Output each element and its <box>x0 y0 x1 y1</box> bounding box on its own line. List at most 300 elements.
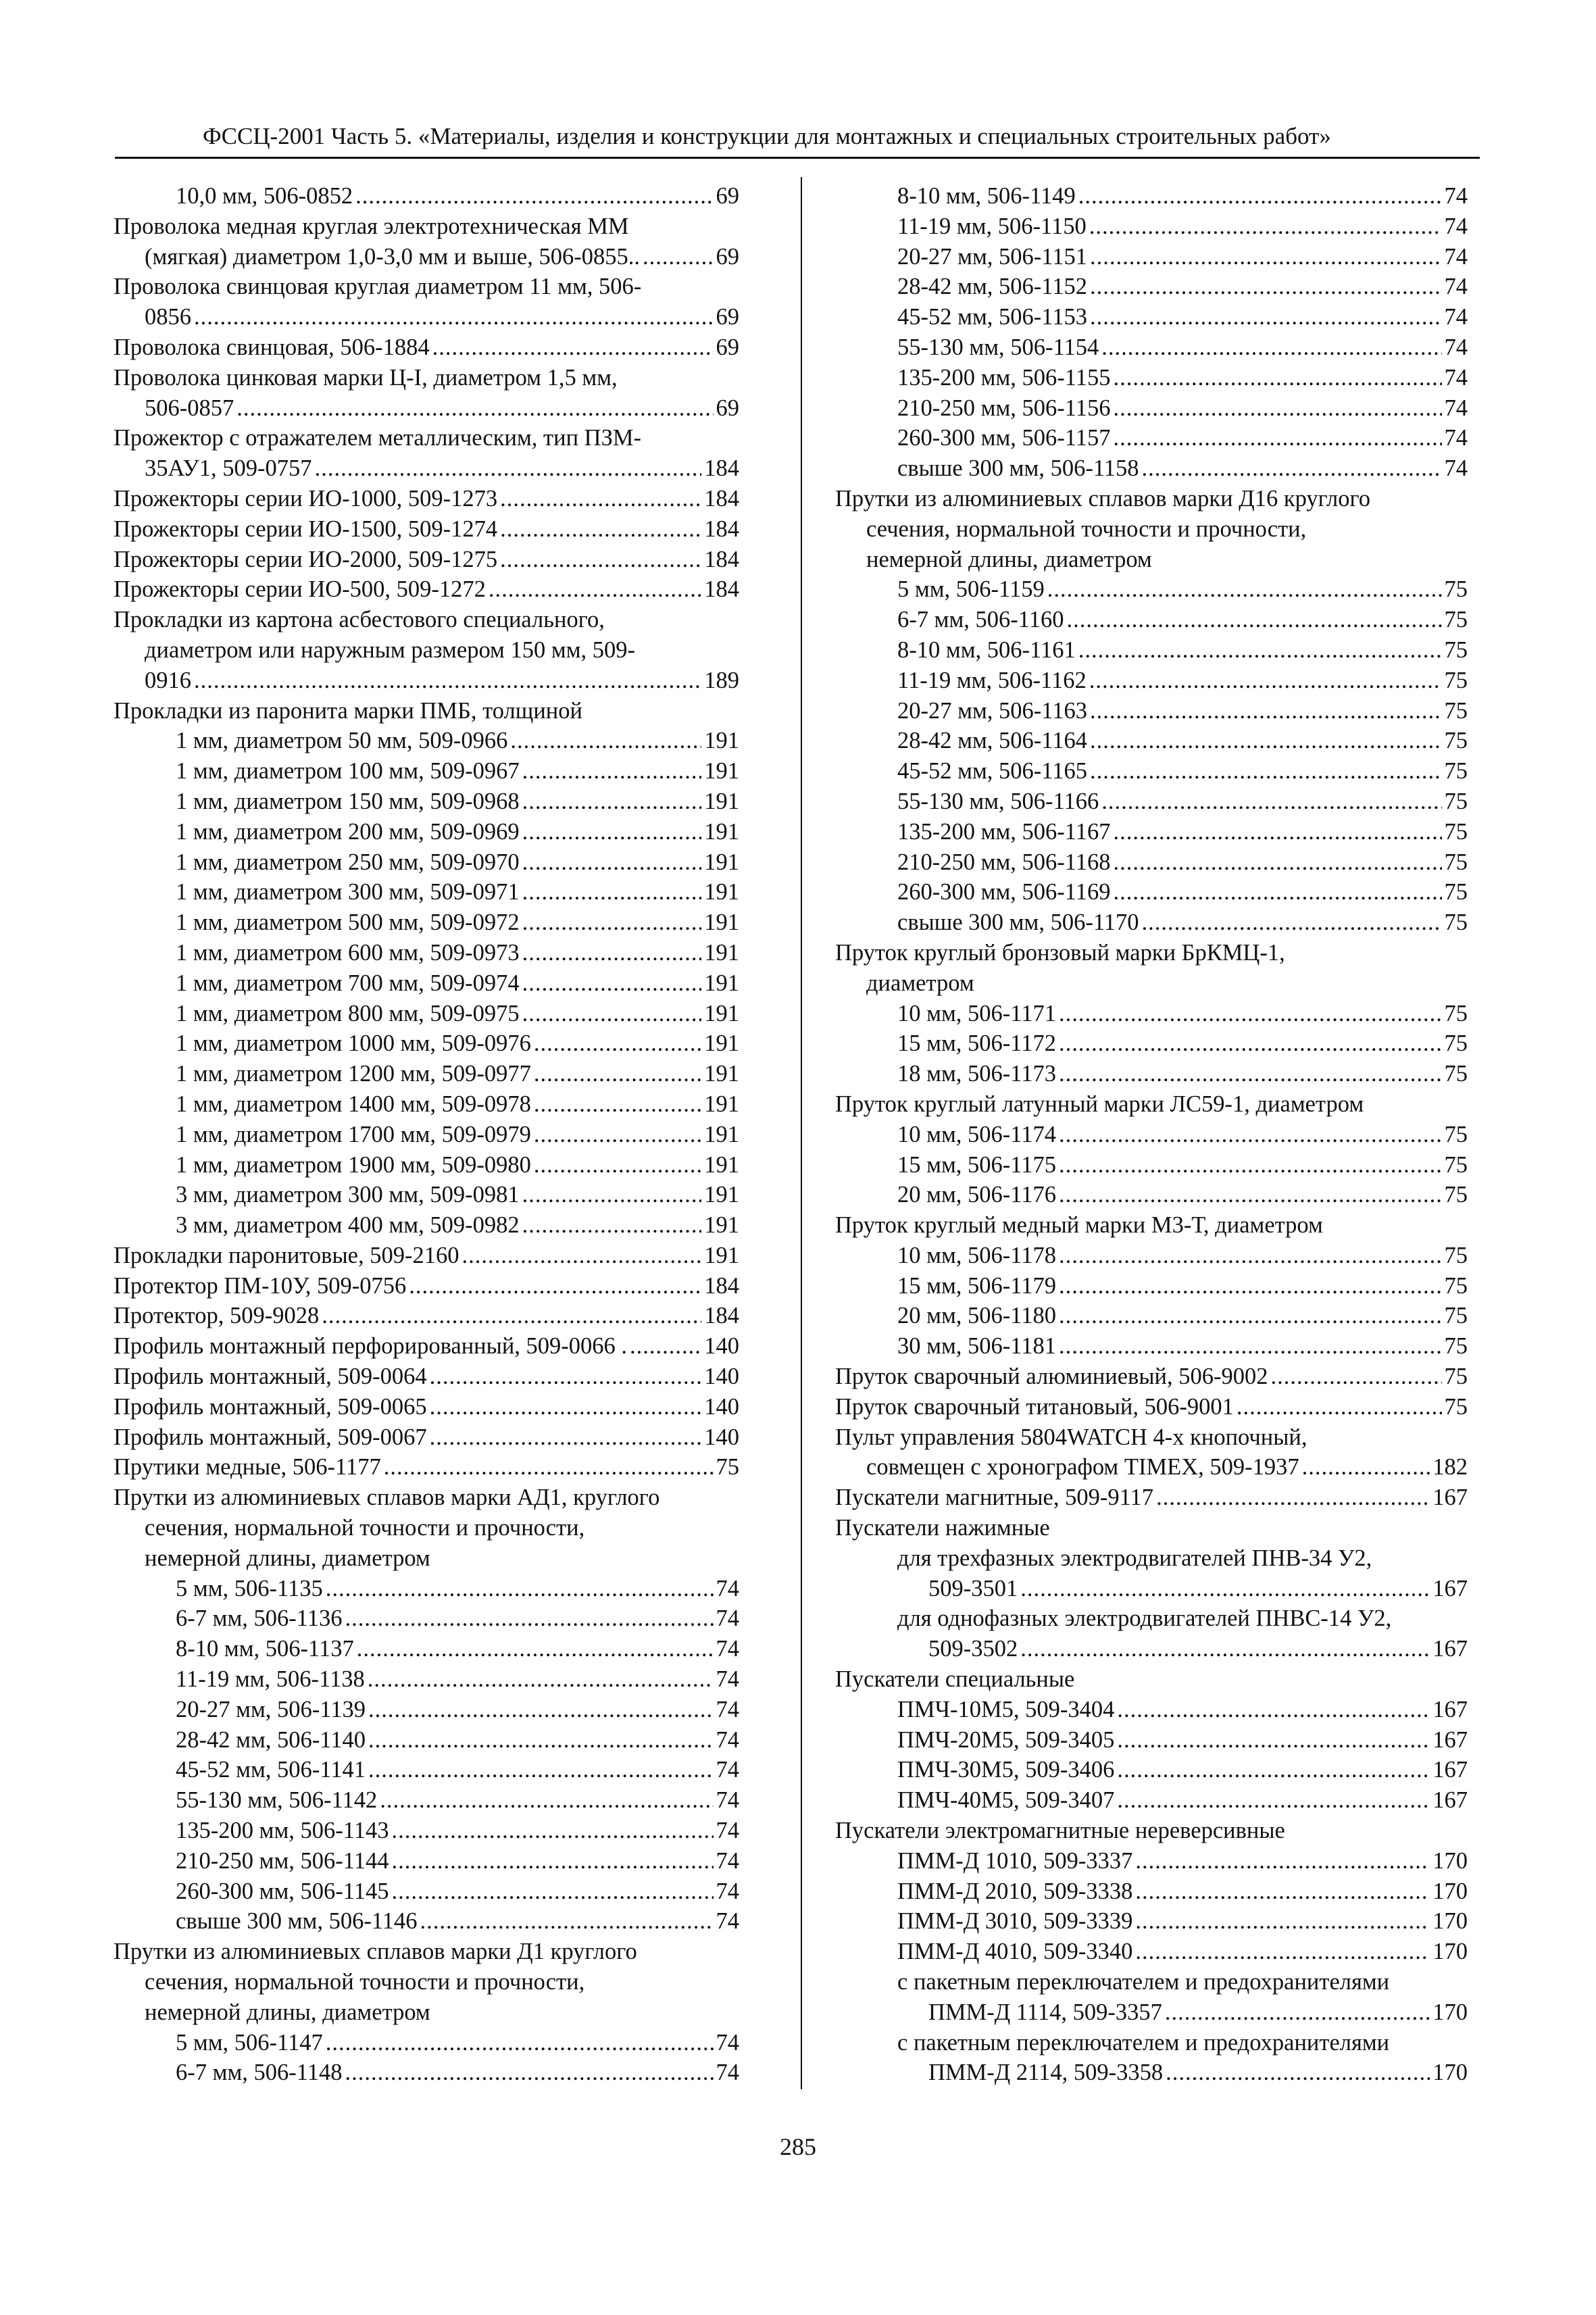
dot-leader <box>1059 1271 1442 1301</box>
entry-page-number: 75 <box>1444 1000 1468 1026</box>
entry-page-number: 191 <box>704 1151 739 1178</box>
index-entry <box>114 1028 739 1059</box>
header-rule <box>115 157 1480 159</box>
index-entry <box>114 1422 739 1453</box>
index-entry <box>835 1180 1468 1210</box>
index-entry <box>835 666 1468 696</box>
index-entry <box>114 1906 739 1937</box>
entry-text: 1 мм, диаметром 300 мм, 509-0971 <box>176 879 520 905</box>
dot-leader <box>430 1422 702 1453</box>
entry-text: Профиль монтажный, 509-0067 <box>114 1424 427 1450</box>
index-entry <box>114 787 739 817</box>
dot-leader <box>500 545 701 575</box>
entry-text: 1 мм, диаметром 150 мм, 509-0968 <box>176 788 520 814</box>
entry-page-number: 75 <box>1444 1121 1468 1147</box>
dot-leader <box>1135 1906 1430 1937</box>
entry-page-number: 74 <box>716 2060 739 2086</box>
index-entry <box>835 272 1468 302</box>
dot-leader <box>1117 1755 1430 1785</box>
entry-text: Прожекторы серии ИО-2000, 509-1275 <box>114 546 498 572</box>
dot-leader <box>1059 1180 1442 1210</box>
entry-text: ПМЧ-30М5, 509-3406 <box>897 1757 1115 1783</box>
index-heading: Пульт управления 5804WATCH 4-х кнопочный, <box>835 1424 1307 1450</box>
index-entry <box>835 1876 1468 1907</box>
entry-text: 20 мм, 506-1176 <box>897 1182 1056 1208</box>
index-entry <box>114 1846 739 1876</box>
entry-text: 15 мм, 506-1179 <box>897 1272 1056 1299</box>
dot-leader <box>522 756 702 787</box>
entry-page-number: 69 <box>716 243 739 270</box>
index-entry <box>835 1725 1468 1756</box>
index-entry <box>835 1695 1468 1725</box>
entry-page-number: 75 <box>1444 1061 1468 1087</box>
index-entry <box>835 1755 1468 1785</box>
dot-leader <box>522 968 702 999</box>
entry-page-number: 69 <box>716 183 739 209</box>
dot-leader <box>630 1331 701 1362</box>
entry-page-number: 184 <box>704 455 739 482</box>
entry-page-number: 191 <box>704 1182 739 1208</box>
entry-page-number: 191 <box>704 1030 739 1057</box>
index-entry <box>114 817 739 847</box>
index-heading: Пруток круглый латунный марки ЛС59-1, диаметром <box>835 1091 1364 1117</box>
index-entry <box>114 1180 739 1210</box>
entry-page-number: 191 <box>704 1121 739 1147</box>
dot-leader <box>1101 332 1441 363</box>
entry-page-number: 69 <box>716 395 739 421</box>
entry-text: Протектор, 509-9028 <box>114 1303 320 1329</box>
dot-leader <box>534 1150 701 1180</box>
index-entry <box>835 756 1468 787</box>
index-entry <box>835 696 1468 726</box>
dot-leader <box>236 393 713 424</box>
index-entry <box>114 666 739 696</box>
entry-text: свыше 300 мм, 506-1170 <box>897 910 1139 936</box>
dot-leader <box>368 1725 714 1756</box>
dot-leader <box>1067 605 1442 635</box>
index-entry <box>114 756 739 787</box>
index-entry <box>114 514 739 545</box>
index-heading: Прожектор с отражателем металлическим, тип ПЗМ- <box>114 425 642 451</box>
index-entry <box>114 1392 739 1422</box>
index-heading: Пускатели специальные <box>835 1666 1075 1693</box>
index-entry <box>835 1846 1468 1876</box>
entry-page-number: 170 <box>1432 1878 1468 1904</box>
entry-page-number: 74 <box>716 1847 739 1874</box>
dot-leader <box>500 484 701 514</box>
entry-text: Прожекторы серии ИО-1500, 509-1274 <box>114 516 498 542</box>
dot-leader <box>1166 2058 1430 2088</box>
entry-page-number: 75 <box>1444 1151 1468 1178</box>
index-entry <box>835 907 1468 938</box>
index-heading: Пускатели нажимные <box>835 1515 1050 1541</box>
dot-leader <box>355 181 713 211</box>
index-entry <box>114 1150 739 1180</box>
entry-text: 18 мм, 506-1173 <box>897 1061 1056 1087</box>
index-heading: диаметром или наружным размером 150 мм, 509- <box>145 637 636 663</box>
entry-text: Пускатели магнитные, 509-9117 <box>835 1485 1154 1511</box>
index-entry <box>114 726 739 756</box>
entry-text: ПМЧ-10М5, 509-3404 <box>897 1696 1115 1722</box>
index-entry <box>835 847 1468 878</box>
entry-text: 1 мм, диаметром 800 мм, 509-0975 <box>176 1000 520 1026</box>
dot-leader <box>1114 847 1442 878</box>
index-heading: немерной длины, диаметром <box>145 1999 430 2025</box>
entry-page-number: 75 <box>1444 1333 1468 1360</box>
index-heading: Прутки из алюминиевых сплавов марки Д16 круглого <box>835 485 1371 512</box>
entry-text: 11-19 мм, 506-1162 <box>897 667 1087 693</box>
dot-leader <box>1117 1725 1430 1756</box>
column-divider <box>801 177 802 2089</box>
entry-page-number: 140 <box>704 1333 739 1360</box>
entry-text: 20-27 мм, 506-1151 <box>897 243 1087 270</box>
entry-page-number: 74 <box>716 1878 739 1904</box>
dot-leader <box>1059 999 1442 1029</box>
index-entry <box>835 574 1468 605</box>
entry-page-number: 191 <box>704 818 739 845</box>
entry-page-number: 74 <box>716 1575 739 1601</box>
entry-page-number: 74 <box>1444 183 1468 209</box>
index-entry <box>114 1755 739 1785</box>
index-heading: немерной длины, диаметром <box>145 1545 430 1571</box>
entry-page-number: 75 <box>1444 849 1468 875</box>
entry-text: Профиль монтажный перфорированный, 509-0066 . <box>114 1333 628 1360</box>
entry-page-number: 191 <box>704 1242 739 1268</box>
index-heading: сечения, нормальной точности и прочности, <box>866 516 1307 542</box>
entry-text: свыше 300 мм, 506-1146 <box>176 1908 418 1935</box>
entry-page-number: 75 <box>1444 910 1468 936</box>
index-entry <box>114 1452 739 1483</box>
index-heading: немерной длины, диаметром <box>866 546 1152 572</box>
index-entry <box>114 1695 739 1725</box>
index-entry <box>835 242 1468 272</box>
index-entry <box>835 181 1468 211</box>
dot-leader <box>357 1634 714 1664</box>
index-entry <box>835 1331 1468 1362</box>
entry-text: 3 мм, диаметром 300 мм, 509-0981 <box>176 1182 520 1208</box>
entry-text: 135-200 мм, 506-1155 <box>897 364 1111 391</box>
entry-text: 10 мм, 506-1171 <box>897 1000 1056 1026</box>
dot-leader <box>1090 272 1442 302</box>
dot-leader <box>1142 907 1442 938</box>
entry-text: 260-300 мм, 506-1169 <box>897 879 1111 905</box>
index-entry <box>835 1362 1468 1392</box>
dot-leader <box>1114 423 1442 453</box>
index-entry <box>835 1028 1468 1059</box>
entry-page-number: 191 <box>704 788 739 814</box>
dot-leader <box>1165 1997 1430 2028</box>
index-entry <box>835 1574 1468 1604</box>
index-entry <box>114 1331 739 1362</box>
index-heading: для трехфазных электродвигателей ПНВ-34 У2, <box>897 1545 1372 1571</box>
entry-text: 509-3502 <box>928 1636 1018 1662</box>
index-entry <box>835 1997 1468 2028</box>
entry-text: 1 мм, диаметром 1000 мм, 509-0976 <box>176 1030 531 1057</box>
entry-text: 8-10 мм, 506-1149 <box>897 183 1076 209</box>
entry-page-number: 75 <box>1444 1364 1468 1390</box>
entry-page-number: 167 <box>1432 1636 1468 1662</box>
entry-text: 20 мм, 506-1180 <box>897 1303 1056 1329</box>
entry-page-number: 74 <box>716 1605 739 1632</box>
index-entry <box>835 877 1468 907</box>
index-entry <box>114 1664 739 1695</box>
index-heading: Пруток круглый бронзовый марки БрКМЦ-1, <box>835 939 1285 966</box>
index-entry <box>114 545 739 575</box>
index-heading: Пускатели электромагнитные нереверсивные <box>835 1818 1285 1844</box>
dot-leader <box>1059 1150 1442 1180</box>
entry-page-number: 75 <box>1444 1242 1468 1268</box>
index-heading: Проволока медная круглая электротехническая ММ <box>114 213 629 239</box>
entry-text: Протектор ПМ-10У, 509-0756 <box>114 1272 407 1299</box>
entry-text: 1 мм, диаметром 600 мм, 509-0973 <box>176 939 520 966</box>
right-column <box>835 181 1468 2088</box>
entry-text: совмещен с хронографом TIMEX, 509-1937 <box>866 1454 1299 1480</box>
dot-leader <box>534 1059 701 1089</box>
dot-leader <box>194 302 714 332</box>
entry-text: Прокладки паронитовые, 509-2160 <box>114 1242 459 1268</box>
dot-leader <box>522 999 702 1029</box>
entry-text: Прутики медные, 506-1177 <box>114 1454 381 1480</box>
entry-text: 20-27 мм, 506-1139 <box>176 1696 366 1722</box>
index-entry <box>114 2058 739 2088</box>
entry-text: 0856 <box>145 304 191 330</box>
index-entry <box>114 453 739 484</box>
entry-page-number: 74 <box>1444 304 1468 330</box>
entry-page-number: 167 <box>1432 1696 1468 1722</box>
entry-page-number: 191 <box>704 1091 739 1117</box>
entry-text: 1 мм, диаметром 50 мм, 509-0966 <box>176 728 508 754</box>
entry-text: 6-7 мм, 506-1136 <box>176 1605 343 1632</box>
index-heading: сечения, нормальной точности и прочности, <box>145 1515 585 1541</box>
entry-text: 15 мм, 506-1175 <box>897 1151 1056 1178</box>
dot-leader <box>1059 1120 1442 1150</box>
dot-leader <box>1270 1362 1441 1392</box>
entry-text: 8-10 мм, 506-1137 <box>176 1636 354 1662</box>
entry-text: 28-42 мм, 506-1164 <box>897 728 1087 754</box>
dot-leader <box>522 787 702 817</box>
index-heading: Прутки из алюминиевых сплавов марки АД1, круглого <box>114 1485 660 1511</box>
index-heading: с пакетным переключателем и предохранителями <box>897 2029 1390 2056</box>
entry-page-number: 74 <box>716 2029 739 2056</box>
dot-leader <box>1101 787 1441 817</box>
index-entry <box>114 1574 739 1604</box>
index-entry <box>114 1603 739 1634</box>
dot-leader <box>1090 756 1442 787</box>
entry-text: 5 мм, 506-1135 <box>176 1575 323 1601</box>
index-entry <box>835 726 1468 756</box>
dot-leader <box>1135 1937 1430 1967</box>
entry-page-number: 184 <box>704 576 739 603</box>
dot-leader <box>409 1271 701 1301</box>
entry-text: Пруток сварочный алюминиевый, 506-9002 <box>835 1364 1268 1390</box>
entry-text: 1 мм, диаметром 100 мм, 509-0967 <box>176 758 520 785</box>
entry-text: 135-200 мм, 506-1143 <box>176 1818 389 1844</box>
index-entry <box>114 181 739 211</box>
dot-leader <box>522 847 702 878</box>
dot-leader <box>1020 1574 1430 1604</box>
dot-leader <box>420 1906 714 1937</box>
index-entry <box>114 242 739 272</box>
entry-page-number: 74 <box>1444 425 1468 451</box>
index-entry <box>114 1059 739 1089</box>
entry-page-number: 140 <box>704 1424 739 1450</box>
dot-leader <box>326 2028 714 2058</box>
index-entry <box>835 393 1468 424</box>
dot-leader <box>392 1876 714 1907</box>
entry-text: 210-250 мм, 506-1144 <box>176 1847 389 1874</box>
entry-page-number: 75 <box>1444 607 1468 633</box>
index-entry <box>835 1301 1468 1331</box>
index-entry <box>835 1392 1468 1422</box>
index-entry <box>835 787 1468 817</box>
dot-leader <box>1059 1059 1442 1089</box>
entry-text: 1 мм, диаметром 200 мм, 509-0969 <box>176 818 520 845</box>
entry-text: ПММ-Д 4010, 509-3340 <box>897 1939 1133 1965</box>
entry-page-number: 140 <box>704 1393 739 1420</box>
entry-text: 506-0857 <box>145 395 234 421</box>
entry-page-number: 191 <box>704 970 739 996</box>
entry-page-number: 74 <box>1444 334 1468 360</box>
index-heading: для однофазных электродвигателей ПНВС-14 У2, <box>897 1605 1392 1632</box>
dot-leader <box>368 1695 714 1725</box>
entry-page-number: 167 <box>1432 1726 1468 1753</box>
left-column <box>114 181 739 2088</box>
entry-text: Профиль монтажный, 509-0064 <box>114 1364 427 1390</box>
dot-leader <box>1237 1392 1442 1422</box>
dot-leader <box>1078 181 1442 211</box>
entry-page-number: 191 <box>704 1212 739 1239</box>
index-entry <box>114 1210 739 1241</box>
index-entry <box>114 847 739 878</box>
dot-leader <box>1020 1634 1430 1664</box>
entry-page-number: 75 <box>1444 1393 1468 1420</box>
entry-page-number: 75 <box>1444 1182 1468 1208</box>
entry-text: 135-200 мм, 506-1167 <box>897 818 1111 845</box>
index-entry <box>835 1271 1468 1301</box>
index-entry <box>114 332 739 363</box>
entry-page-number: 191 <box>704 1061 739 1087</box>
index-entry <box>835 1634 1468 1664</box>
entry-page-number: 74 <box>716 1757 739 1783</box>
entry-page-number: 184 <box>704 485 739 512</box>
entry-page-number: 75 <box>1444 788 1468 814</box>
entry-text: 55-130 мм, 506-1166 <box>897 788 1099 814</box>
entry-page-number: 75 <box>1444 1303 1468 1329</box>
dot-leader <box>315 453 702 484</box>
entry-page-number: 74 <box>716 1818 739 1844</box>
dot-leader <box>392 1846 714 1876</box>
index-entry <box>114 1785 739 1816</box>
index-entry <box>835 1452 1468 1483</box>
dot-leader <box>534 1089 701 1120</box>
index-entry <box>835 332 1468 363</box>
entry-page-number: 74 <box>1444 274 1468 300</box>
entry-text: 55-130 мм, 506-1142 <box>176 1787 378 1814</box>
entry-text: 1 мм, диаметром 500 мм, 509-0972 <box>176 910 520 936</box>
entry-text: ПММ-Д 2010, 509-3338 <box>897 1878 1133 1904</box>
dot-leader <box>643 242 714 272</box>
entry-text: Прожекторы серии ИО-1000, 509-1273 <box>114 485 498 512</box>
entry-page-number: 74 <box>716 1726 739 1753</box>
entry-page-number: 74 <box>1444 395 1468 421</box>
entry-text: 11-19 мм, 506-1150 <box>897 213 1087 239</box>
entry-text: 35АУ1, 509-0757 <box>145 455 312 482</box>
entry-text: 28-42 мм, 506-1140 <box>176 1726 366 1753</box>
dot-leader <box>522 1210 702 1241</box>
index-entry <box>114 1089 739 1120</box>
dot-leader <box>522 907 702 938</box>
dot-leader <box>500 514 701 545</box>
index-entry <box>114 1120 739 1150</box>
dot-leader <box>1090 302 1442 332</box>
entry-text: 15 мм, 506-1172 <box>897 1030 1056 1057</box>
entry-page-number: 74 <box>716 1666 739 1693</box>
dot-leader <box>522 877 702 907</box>
index-entry <box>835 363 1468 393</box>
dot-leader <box>1047 574 1442 605</box>
entry-text: 1 мм, диаметром 700 мм, 509-0974 <box>176 970 520 996</box>
index-entry <box>835 1241 1468 1271</box>
header-title: ФССЦ-2001 Часть 5. «Материалы, изделия и конструкции для монтажных и специальных строительных работ» <box>203 123 1331 149</box>
dot-leader <box>462 1241 701 1271</box>
entry-page-number: 74 <box>1444 455 1468 482</box>
dot-leader <box>1078 635 1442 666</box>
index-heading: Пруток круглый медный марки М3-Т, диаметром <box>835 1212 1323 1239</box>
entry-text: (мягкая) диаметром 1,0-3,0 мм и выше, 506-0855.. <box>145 243 640 270</box>
dot-leader <box>1135 1846 1430 1876</box>
entry-text: 45-52 мм, 506-1141 <box>176 1757 366 1783</box>
entry-page-number: 167 <box>1432 1575 1468 1601</box>
entry-text: ПМЧ-40М5, 509-3407 <box>897 1787 1115 1814</box>
entry-page-number: 191 <box>704 728 739 754</box>
entry-page-number: 75 <box>1444 879 1468 905</box>
entry-text: 3 мм, диаметром 400 мм, 509-0982 <box>176 1212 520 1239</box>
index-heading: с пакетным переключателем и предохранителями <box>897 1969 1390 1995</box>
index-entry <box>835 635 1468 666</box>
index-entry <box>114 968 739 999</box>
index-entry <box>114 574 739 605</box>
index-entry <box>835 1785 1468 1816</box>
entry-text: 45-52 мм, 506-1165 <box>897 758 1087 785</box>
index-entry <box>114 1876 739 1907</box>
entry-text: 5 мм, 506-1159 <box>897 576 1045 603</box>
dot-leader <box>1090 242 1442 272</box>
entry-text: Профиль монтажный, 509-0065 <box>114 1393 427 1420</box>
entry-text: 8-10 мм, 506-1161 <box>897 637 1076 663</box>
index-entry <box>114 1271 739 1301</box>
index-entry <box>835 423 1468 453</box>
index-entry <box>114 484 739 514</box>
index-entry <box>835 302 1468 332</box>
dot-leader <box>522 1180 702 1210</box>
entry-text: 260-300 мм, 506-1157 <box>897 425 1111 451</box>
entry-text: Пруток сварочный титановый, 506-9001 <box>835 1393 1234 1420</box>
entry-text: 6-7 мм, 506-1160 <box>897 607 1064 633</box>
dot-leader <box>1117 1695 1430 1725</box>
dot-leader <box>345 1603 714 1634</box>
entry-page-number: 191 <box>704 849 739 875</box>
entry-page-number: 184 <box>704 1303 739 1329</box>
entry-page-number: 75 <box>1444 576 1468 603</box>
dot-leader <box>432 332 714 363</box>
dot-leader <box>1059 1331 1442 1362</box>
dot-leader <box>322 1301 701 1331</box>
entry-page-number: 170 <box>1432 1847 1468 1874</box>
dot-leader <box>1090 696 1442 726</box>
dot-leader <box>522 938 702 968</box>
index-entry <box>835 453 1468 484</box>
dot-leader <box>380 1785 713 1816</box>
